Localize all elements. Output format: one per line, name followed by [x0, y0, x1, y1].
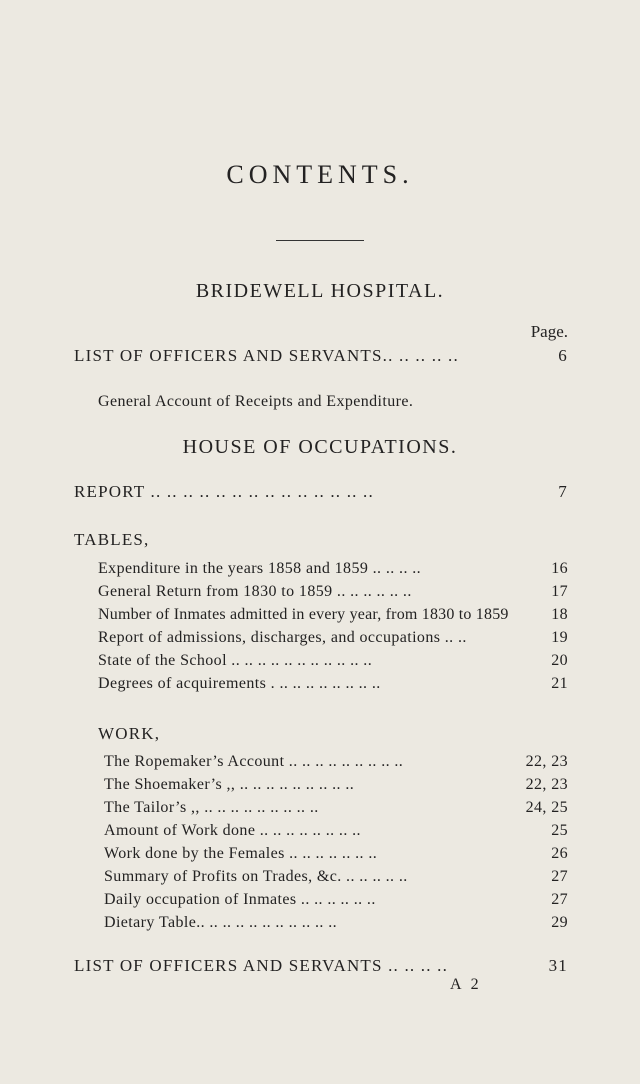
toc-entry-table: State of the School .. .. .. .. .. .. .. .. .. .. ..: [98, 652, 373, 669]
signature-mark: A 2: [450, 976, 482, 993]
toc-entry-work: Amount of Work done .. .. .. .. .. .. .. ..: [104, 822, 361, 839]
toc-entry-table: General Return from 1830 to 1859 .. .. .. .. .. ..: [98, 583, 412, 600]
toc-entry-work: Dietary Table.. .. .. .. .. .. .. .. .. .. ..: [104, 914, 337, 931]
tables-heading: TABLES,: [74, 530, 150, 549]
toc-entry-table: Degrees of acquirements . .. .. .. .. .. .. .. ..: [98, 675, 381, 692]
toc-page-work: 22, 23: [525, 776, 568, 793]
toc-page-table: 16: [551, 560, 568, 577]
toc-entry-work: Work done by the Females .. .. .. .. .. .. ..: [104, 845, 378, 862]
toc-entry-general-account: General Account of Receipts and Expenditure.: [98, 393, 414, 410]
toc-entry-report: REPORT .. .. .. .. .. .. .. .. .. .. .. .. .. ..: [74, 482, 374, 501]
toc-page-work: 26: [551, 845, 568, 862]
toc-page-work: 27: [551, 891, 568, 908]
toc-page-officers: 6: [558, 346, 568, 365]
toc-entry-officers: LIST OF OFFICERS AND SERVANTS.. .. .. .. ..: [74, 346, 459, 365]
toc-page-table: 17: [551, 583, 568, 600]
toc-entry-work: The Tailor’s ,, .. .. .. .. .. .. .. .. ..: [104, 799, 319, 816]
section-heading-bridewell: BRIDEWELL HOSPITAL.: [195, 280, 445, 302]
toc-page-table: 18: [551, 606, 568, 623]
toc-page-work: 27: [551, 868, 568, 885]
toc-page-work: 25: [551, 822, 568, 839]
page-title: CONTENTS.: [226, 160, 414, 189]
toc-entry-table: Report of admissions, discharges, and occupations .. ..: [98, 629, 467, 646]
page-column-label: Page.: [530, 322, 568, 341]
toc-page-work: 22, 23: [525, 753, 568, 770]
toc-page-report: 7: [558, 482, 568, 501]
toc-entry-table: Number of Inmates admitted in every year, from 1830 to 1859: [98, 606, 509, 623]
title-rule: [276, 240, 364, 241]
toc-entry-final-officers: LIST OF OFFICERS AND SERVANTS .. .. .. ..: [74, 956, 449, 975]
section-heading-house-of-occupations: HOUSE OF OCCUPATIONS.: [182, 436, 458, 458]
toc-entry-work: The Shoemaker’s ,, .. .. .. .. .. .. .. .. ..: [104, 776, 355, 793]
toc-page-table: 19: [551, 629, 568, 646]
toc-entry-work: Summary of Profits on Trades, &c. .. .. .. .. ..: [104, 868, 408, 885]
toc-page-table: 20: [551, 652, 568, 669]
toc-page-table: 21: [551, 675, 568, 692]
toc-entry-table: Expenditure in the years 1858 and 1859 .. .. .. ..: [98, 560, 422, 577]
toc-page-final-officers: 31: [548, 956, 568, 975]
toc-page-work: 24, 25: [525, 799, 568, 816]
toc-entry-work: Daily occupation of Inmates .. .. .. .. .. ..: [104, 891, 376, 908]
toc-page-work: 29: [551, 914, 568, 931]
toc-entry-work: The Ropemaker’s Account .. .. .. .. .. .. .. .. ..: [104, 753, 404, 770]
work-heading: WORK,: [98, 724, 161, 743]
